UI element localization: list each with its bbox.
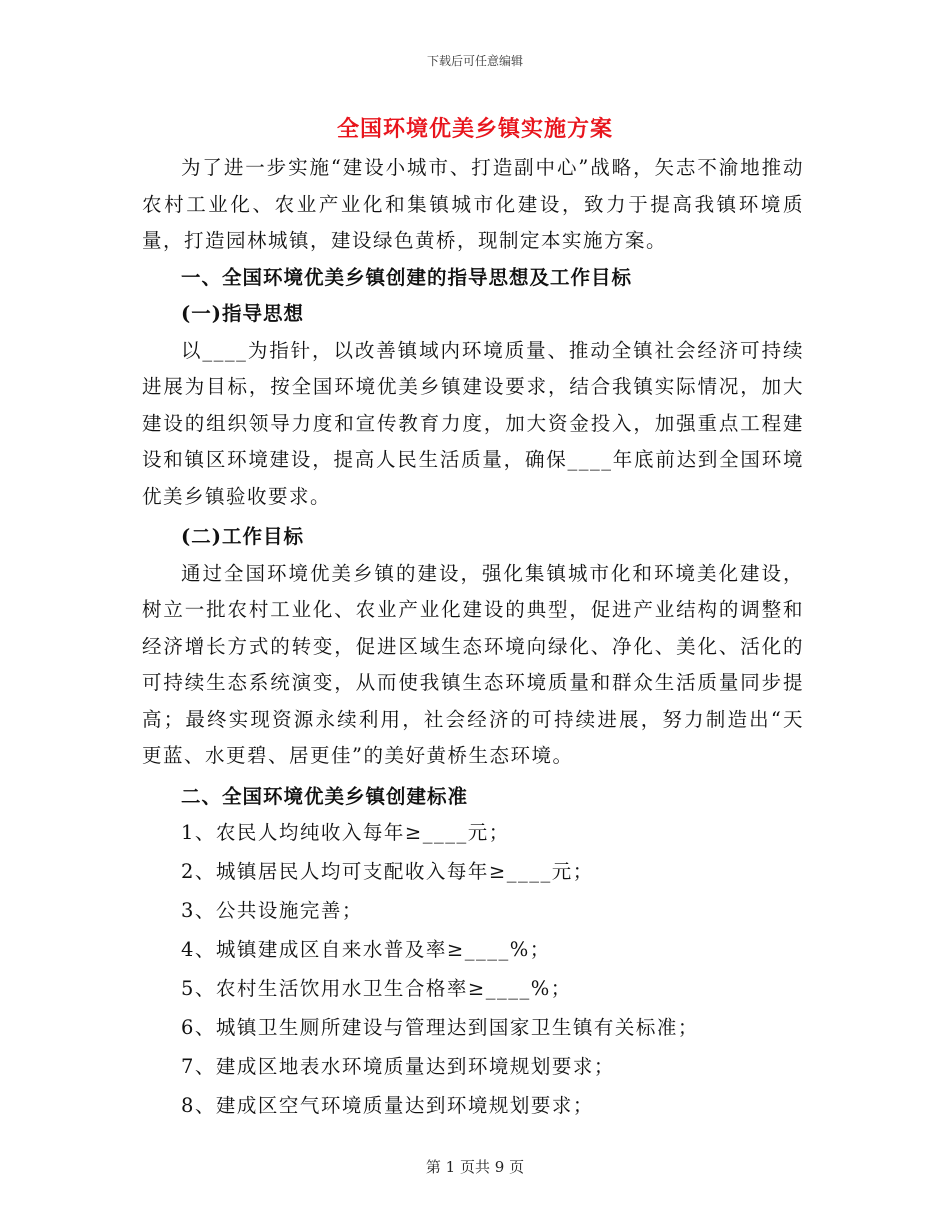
subsection-2-heading: (二)工作目标 — [181, 525, 304, 548]
list-item: 8、建成区空气环境质量达到环境规划要求； — [181, 1094, 594, 1117]
page-footer: 第 1 页共 9 页 — [425, 1158, 525, 1176]
subsection-1-heading: (一)指导思想 — [181, 302, 304, 325]
list-item: 5、农村生活饮用水卫生合格率≥____%； — [181, 977, 572, 1000]
list-item: 7、建成区地表水环境质量达到环境规划要求； — [181, 1055, 615, 1078]
section-2-heading: 二、全国环境优美乡镇创建标准 — [181, 784, 469, 808]
intro-paragraph: 为了进一步实施“建设小城市、打造副中心”战略，矢志不渝地推动农村工业化、农业产业化和集镇城市化建设，致力于提高我镇环境质量，打造园林城镇，建设绿色黄桥，现制定本实施方案。 — [142, 156, 804, 252]
document-body — [142, 150, 804, 1127]
list-item: 1、农民人均纯收入每年≥____元； — [181, 821, 510, 844]
work-goals-paragraph: 通过全国环境优美乡镇的建设，强化集镇城市化和环境美化建设，树立一批农村工业化、农业产业化建设的典型，促进产业结构的调整和经济增长方式的转变，促进区域生态环境向绿化、净化、美化、活化的可持续生态系统演变，从而使我镇生态环境质量和群众生活质量同步提高；最终实现资源永续利用，社会经济的可持续进展，努力制造出“天更蓝、水更碧、居更佳”的美好黄桥生态环境。 — [142, 561, 804, 767]
list-item: 2、城镇居民人均可支配收入每年≥____元； — [181, 860, 594, 883]
guiding-ideology-paragraph: 以____为指针，以改善镇域内环境质量、推动全镇社会经济可持续进展为目标，按全国环境优美乡镇建设要求，结合我镇实际情况，加大建设的组织领导力度和宣传教育力度，加大资金投入，加强重点工程建设和镇区环境建设，提高人民生活质量，确保____年底前达到全国环境优美乡镇验收要求。 — [142, 338, 804, 508]
document-title: 全国环境优美乡镇实施方案 — [336, 116, 613, 142]
standards-list — [142, 815, 804, 1125]
list-item: 4、城镇建成区自来水普及率≥____%； — [181, 938, 551, 961]
list-item: 6、城镇卫生厕所建设与管理达到国家卫生镇有关标准； — [181, 1016, 699, 1039]
page-header: 下载后可任意编辑 — [426, 54, 523, 68]
list-item: 3、公共设施完善； — [181, 899, 363, 922]
section-1-heading: 一、全国环境优美乡镇创建的指导思想及工作目标 — [181, 265, 633, 289]
